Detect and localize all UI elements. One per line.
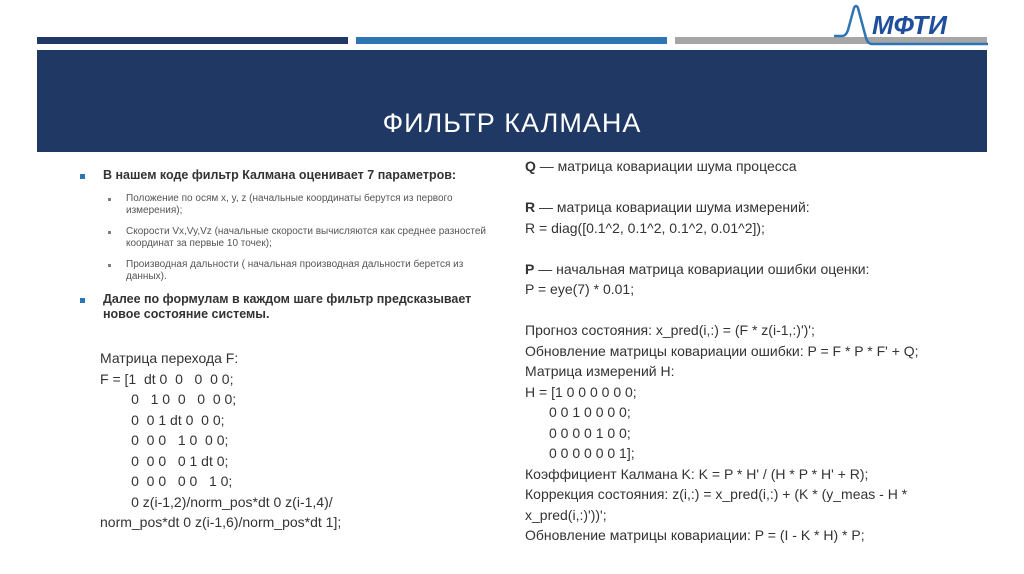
sub-bullet-text: Производная дальности ( начальная производная дальности берется из данных). <box>126 259 464 282</box>
matrix-line: F = [1 dt 0 0 0 0 0; <box>100 370 234 387</box>
sub-list-item <box>108 193 500 217</box>
bullet-icon <box>80 174 85 179</box>
formula-line: H = [1 0 0 0 0 0 0; <box>525 383 637 400</box>
header-stripe-navy <box>37 37 348 44</box>
p-text: — начальная матрица ковариации ошибки оценки: <box>534 260 870 277</box>
formula-line: Прогноз состояния: x_pred(i,:) = (F * z(i-1,:)')'; <box>525 322 815 338</box>
logo-text: МФТИ <box>872 10 947 40</box>
h-matrix-row: 0 0 0 0 0 0 1]; <box>549 445 635 461</box>
matrix-line: Матрица перехода F: <box>100 350 239 366</box>
header-stripe-blue <box>356 37 667 44</box>
q-text: — матрица ковариации шума процесса <box>535 158 797 174</box>
r-text: — матрица ковариации шума измерений: <box>535 199 810 215</box>
p-definition <box>525 259 995 280</box>
formula-line: x_pred(i,:)'))'; <box>525 506 607 523</box>
matrix-line: 0 1 0 0 0 0 0; <box>100 391 237 407</box>
sub-bullet-text: Положение по осям x, y, z (начальные координаты берутся из первого измерения); <box>126 193 453 216</box>
q-definition <box>525 156 995 177</box>
list-item <box>80 168 500 183</box>
h-matrix-row: 0 0 1 0 0 0 0; <box>549 404 631 420</box>
sub-bullet-icon <box>108 231 111 234</box>
left-column <box>80 168 500 332</box>
matrix-line: norm_pos*dt 0 z(i-1,6)/norm_pos*dt 1]; <box>100 514 342 530</box>
matrix-line: 0 0 0 1 0 0 0; <box>100 432 229 448</box>
sub-list-item <box>108 259 500 283</box>
r-definition <box>525 197 995 218</box>
r-value: R = diag([0.1^2, 0.1^2, 0.1^2, 0.01^2]); <box>525 219 765 236</box>
matrix-line: 0 0 1 dt 0 0 0; <box>100 411 225 428</box>
formula-line: Обновление матрицы ковариации: P = (I - K * H) * P; <box>525 527 865 543</box>
r-symbol: R <box>525 199 536 215</box>
bullet-icon <box>80 298 85 303</box>
sub-list-item <box>108 226 500 250</box>
matrix-line: 0 0 0 0 0 1 0; <box>100 473 233 489</box>
formula-line: Коэффициент Калмана K: K = P * H' / (H * P * H' + R); <box>525 465 869 482</box>
formula-line: Матрица измерений H: <box>525 363 675 379</box>
transition-matrix <box>100 348 341 533</box>
sub-bullet-text: Скорости Vx,Vy,Vz (начальные скорости вычисляются как среднее разностей координат за первые 10 точек); <box>126 226 486 249</box>
sub-bullet-icon <box>108 264 111 267</box>
list-item <box>80 292 500 322</box>
p-symbol: P <box>525 260 535 277</box>
bullet-text: В нашем коде фильтр Калмана оценивает 7 параметров: <box>103 168 457 182</box>
title-banner <box>37 50 987 152</box>
formula-line: Коррекция состояния: z(i,:) = x_pred(i,:) + (K * (y_meas - H * <box>525 486 908 502</box>
page-title: ФИЛЬТР КАЛМАНА <box>382 108 642 138</box>
mipt-logo <box>832 2 992 48</box>
matrix-line: 0 0 0 0 1 dt 0; <box>100 452 229 469</box>
matrix-line: 0 z(i-1,2)/norm_pos*dt 0 z(i-1,4)/ <box>100 493 333 510</box>
bullet-text: Далее по формулам в каждом шаге фильтр предсказывает новое состояние системы. <box>103 292 472 321</box>
h-matrix-row: 0 0 0 0 1 0 0; <box>549 424 631 441</box>
p-value: P = eye(7) * 0.01; <box>525 281 635 297</box>
formula-line: Обновление матрицы ковариации ошибки: P = F * P * F' + Q; <box>525 342 919 359</box>
right-column <box>525 156 995 546</box>
q-symbol: Q <box>525 158 536 174</box>
sub-bullet-icon <box>108 198 111 201</box>
